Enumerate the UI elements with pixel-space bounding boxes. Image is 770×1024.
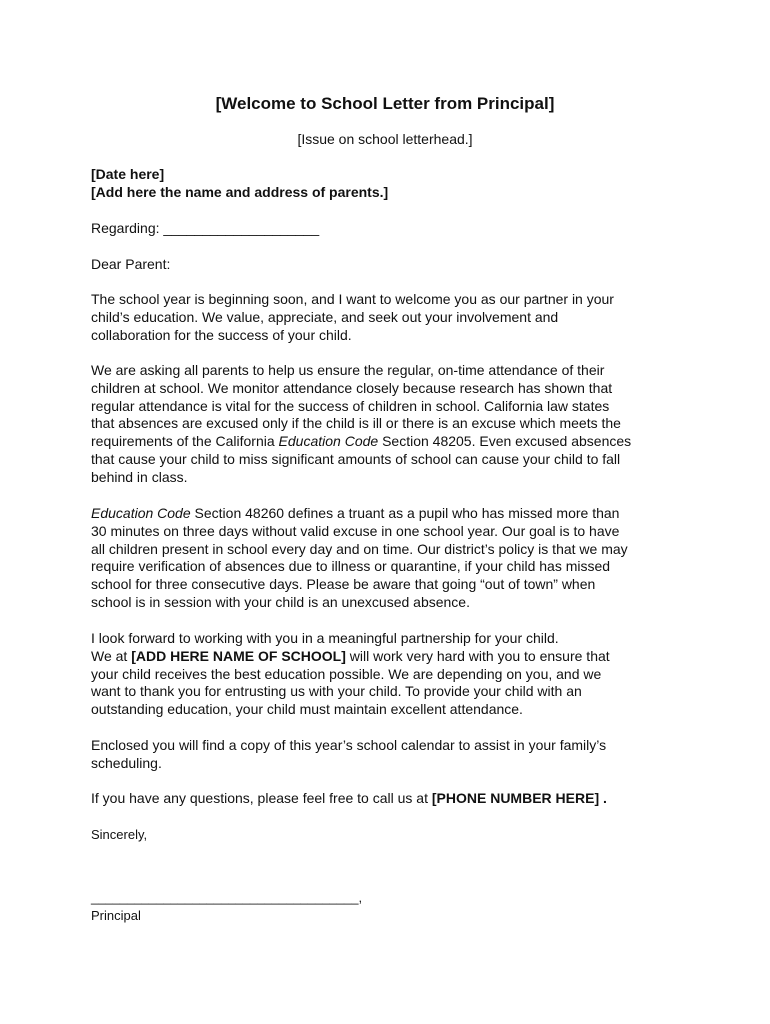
- paragraph-line: that absences are excused only if the child is ill or there is an excuse which meets the: [91, 415, 621, 432]
- address-placeholder: [Add here the name and address of parents.]: [91, 184, 389, 200]
- text-run: Section 48205. Even excused absences: [378, 433, 632, 450]
- paragraph-line: We are asking all parents to help us ensure the regular, on-time attendance of their: [91, 362, 605, 378]
- paragraph-line: want to thank you for entrusting us with your child. To provide your child with an: [91, 683, 582, 700]
- paragraph-line: all children present in school every day and on time. Our district’s policy is that we may: [91, 540, 628, 557]
- letter-title: [Welcome to School Letter from Principal]: [215, 94, 555, 113]
- paragraph-line: behind in class.: [91, 468, 188, 485]
- text-run: If you have any questions, please feel free to call us at: [91, 790, 432, 806]
- paragraph-line: [91, 505, 681, 523]
- paragraph-line: scheduling.: [91, 754, 162, 771]
- paragraph-line: require verification of absences due to illness or quarantine, if your child has missed: [91, 558, 611, 575]
- school-name-placeholder: [ADD HERE NAME OF SCHOOL]: [131, 647, 346, 664]
- signature-line: _____________________________________,: [91, 890, 363, 905]
- paragraph-line: Enclosed you will find a copy of this year’s school calendar to assist in your family’s: [91, 737, 607, 753]
- text-run: will work very hard with you to ensure that: [345, 647, 610, 664]
- paragraph-line: child’s education. We value, appreciate, and seek out your involvement and: [91, 308, 559, 325]
- paragraph-line: I look forward to working with you in a meaningful partnership for your child.: [91, 630, 559, 646]
- paragraph-questions: [91, 790, 681, 808]
- paragraph-calendar: [91, 737, 681, 773]
- paragraph-welcome: [91, 291, 681, 344]
- paragraph-line: school is in session with your child is an unexcused absence.: [91, 593, 470, 610]
- paragraph-line: The school year is beginning soon, and I want to welcome you as our partner in your: [91, 291, 614, 307]
- paragraph-line: children at school. We monitor attendance closely because research has shown that: [91, 379, 613, 396]
- text-run: requirements of the California: [91, 433, 279, 450]
- date-placeholder: [Date here]: [91, 166, 165, 182]
- letterhead-note: [Issue on school letterhead.]: [297, 131, 473, 147]
- text-run: Section 48260 defines a truant as a pupil who has missed more than: [190, 505, 620, 521]
- paragraph-line: 30 minutes on three days without valid excuse in one school year. Our goal is to have: [91, 522, 620, 539]
- paragraph-partnership: [91, 630, 681, 719]
- paragraph-line: your child receives the best education possible. We are depending on you, and we: [91, 665, 602, 682]
- paragraph-line: [91, 433, 681, 451]
- phone-placeholder: [PHONE NUMBER HERE] .: [431, 790, 607, 806]
- regarding-line: Regarding: ____________________: [91, 220, 320, 236]
- education-code-italic: Education Code: [91, 505, 191, 521]
- salutation: Dear Parent:: [91, 256, 171, 272]
- education-code-italic: Education Code: [278, 433, 379, 450]
- paragraph-line: collaboration for the success of your child.: [91, 326, 352, 343]
- paragraph-line: [91, 648, 681, 666]
- closing: Sincerely,: [91, 827, 148, 842]
- paragraph-truancy: [91, 505, 681, 612]
- paragraph-line: that cause your child to miss significant amounts of school can cause your child to fall: [91, 450, 621, 467]
- text-run: We at: [91, 647, 132, 664]
- signer-title: Principal: [91, 908, 141, 923]
- paragraph-line: outstanding education, your child must maintain excellent attendance.: [91, 701, 523, 718]
- paragraph-line: regular attendance is vital for the success of children in school. California law states: [91, 397, 610, 414]
- paragraph-attendance: [91, 362, 681, 487]
- paragraph-line: school for three consecutive days. Please be aware that going “out of town” when: [91, 576, 596, 593]
